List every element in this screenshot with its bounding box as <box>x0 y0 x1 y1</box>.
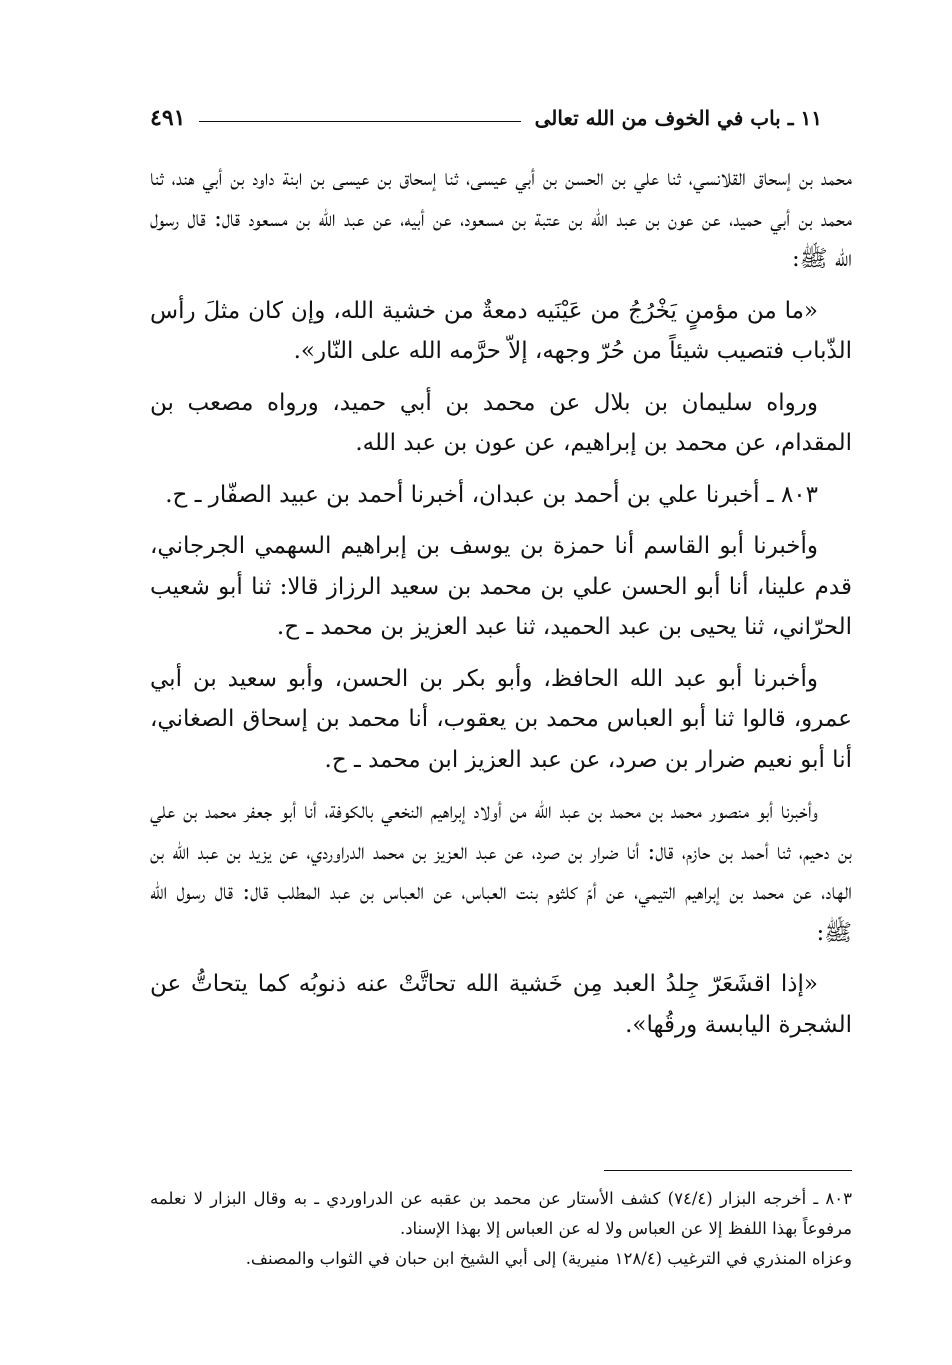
footnote-separator <box>604 1170 852 1171</box>
paragraph-isnad: وأخبرنا أبو منصور محمد بن محمد بن عبد الله من أولاد إبراهيم النخعي بالكوفة، أنا أبو جعفر محمد بن علي بن دحيم، ثنا أحمد بن حازم، قال: أنا ضرار بن صرد، عن عبد العزيز بن محمد الدراوردي، عن يزيد بن عبد الله بن الهاد، عن محمد بن إبراهيم التيمي، عن أمّ كلثوم بنت العباس، عن العباس بن عبد المطلب قال: قال رسول الله ﷺ: <box>150 798 852 946</box>
hadith-text: «ما من مؤمنٍ يَخْرُجُ من عَيْنَيه دمعةٌ من خشية الله، وإن كان مثلَ رأس الذّباب فتصيب شيئاً من حُرّ وجهه، إلاّ حرَّمه الله على النّار». <box>150 297 852 364</box>
page-header <box>150 98 822 138</box>
paragraph-narration: ورواه سليمان بن بلال عن محمد بن أبي حميد، ورواه مصعب بن المقدام، عن محمد بن إبراهيم، عن عون بن عبد الله. <box>150 389 852 456</box>
main-text <box>150 158 852 1056</box>
paragraph-isnad-continuation: محمد بن إسحاق القلانسي، ثنا علي بن الحسن بن أبي عيسى، ثنا إسحاق بن عيسى بن ابنة داود بن أبي هند، ثنا محمد بن أبي حميد، عن عون بن عبد الله بن عتبة بن مسعود، عن أبيه، عن عبد الله بن مسعود قال: قال رسول الله ﷺ: <box>150 165 852 272</box>
paragraph-isnad: وأخبرنا أبو عبد الله الحافظ، وأبو بكر بن الحسن، وأبو سعيد بن أبي عمرو، قالوا ثنا أبو العباس محمد بن يعقوب، أنا محمد بن إسحاق الصغاني، أنا أبو نعيم ضرار بن صرد، عن عبد العزيز ابن محمد ـ ح. <box>150 665 852 773</box>
footnote-continuation: وعزاه المنذري في الترغيب (١٢٨/٤ منيرية) إلى أبي الشيخ ابن حبان في الثواب والمصنف. <box>245 1249 852 1268</box>
footnote-803: ٨٠٣ ـ أخرجه البزار (٧٤/٤) كشف الأستار عن محمد بن عقبه عن الدراوردي ـ به وقال البزار لا نعلمه مرفوعاً بهذا اللفظ إلا عن العباس ولا له عن العباس إلا بهذا الإسناد. <box>150 1189 852 1238</box>
page-number: ٤٩١ <box>150 105 186 131</box>
footnotes <box>150 1184 852 1274</box>
hadith-number-803: ٨٠٣ ـ أخبرنا علي بن أحمد بن عبدان، أخبرنا أحمد بن عبيد الصفّار ـ ح. <box>165 481 818 508</box>
header-rule <box>199 121 520 122</box>
hadith-text: «إذا اقشَعَرّ جِلدُ العبد مِن خَشية الله تحاتَّتْ عنه ذنوبُه كما يتحاتُّ عن الشجرة اليابسة ورقُها». <box>150 971 852 1038</box>
running-title: ١١ ـ باب في الخوف من الله تعالى <box>534 106 822 130</box>
paragraph-isnad: وأخبرنا أبو القاسم أنا حمزة بن يوسف بن إبراهيم السهمي الجرجاني، قدم علينا، أنا أبو الحسن علي بن محمد بن سعيد الرزاز قالا: ثنا أبو شعيب الحرّاني، ثنا يحيى بن عبد الحميد، ثنا عبد العزيز بن محمد ـ ح. <box>150 533 852 640</box>
